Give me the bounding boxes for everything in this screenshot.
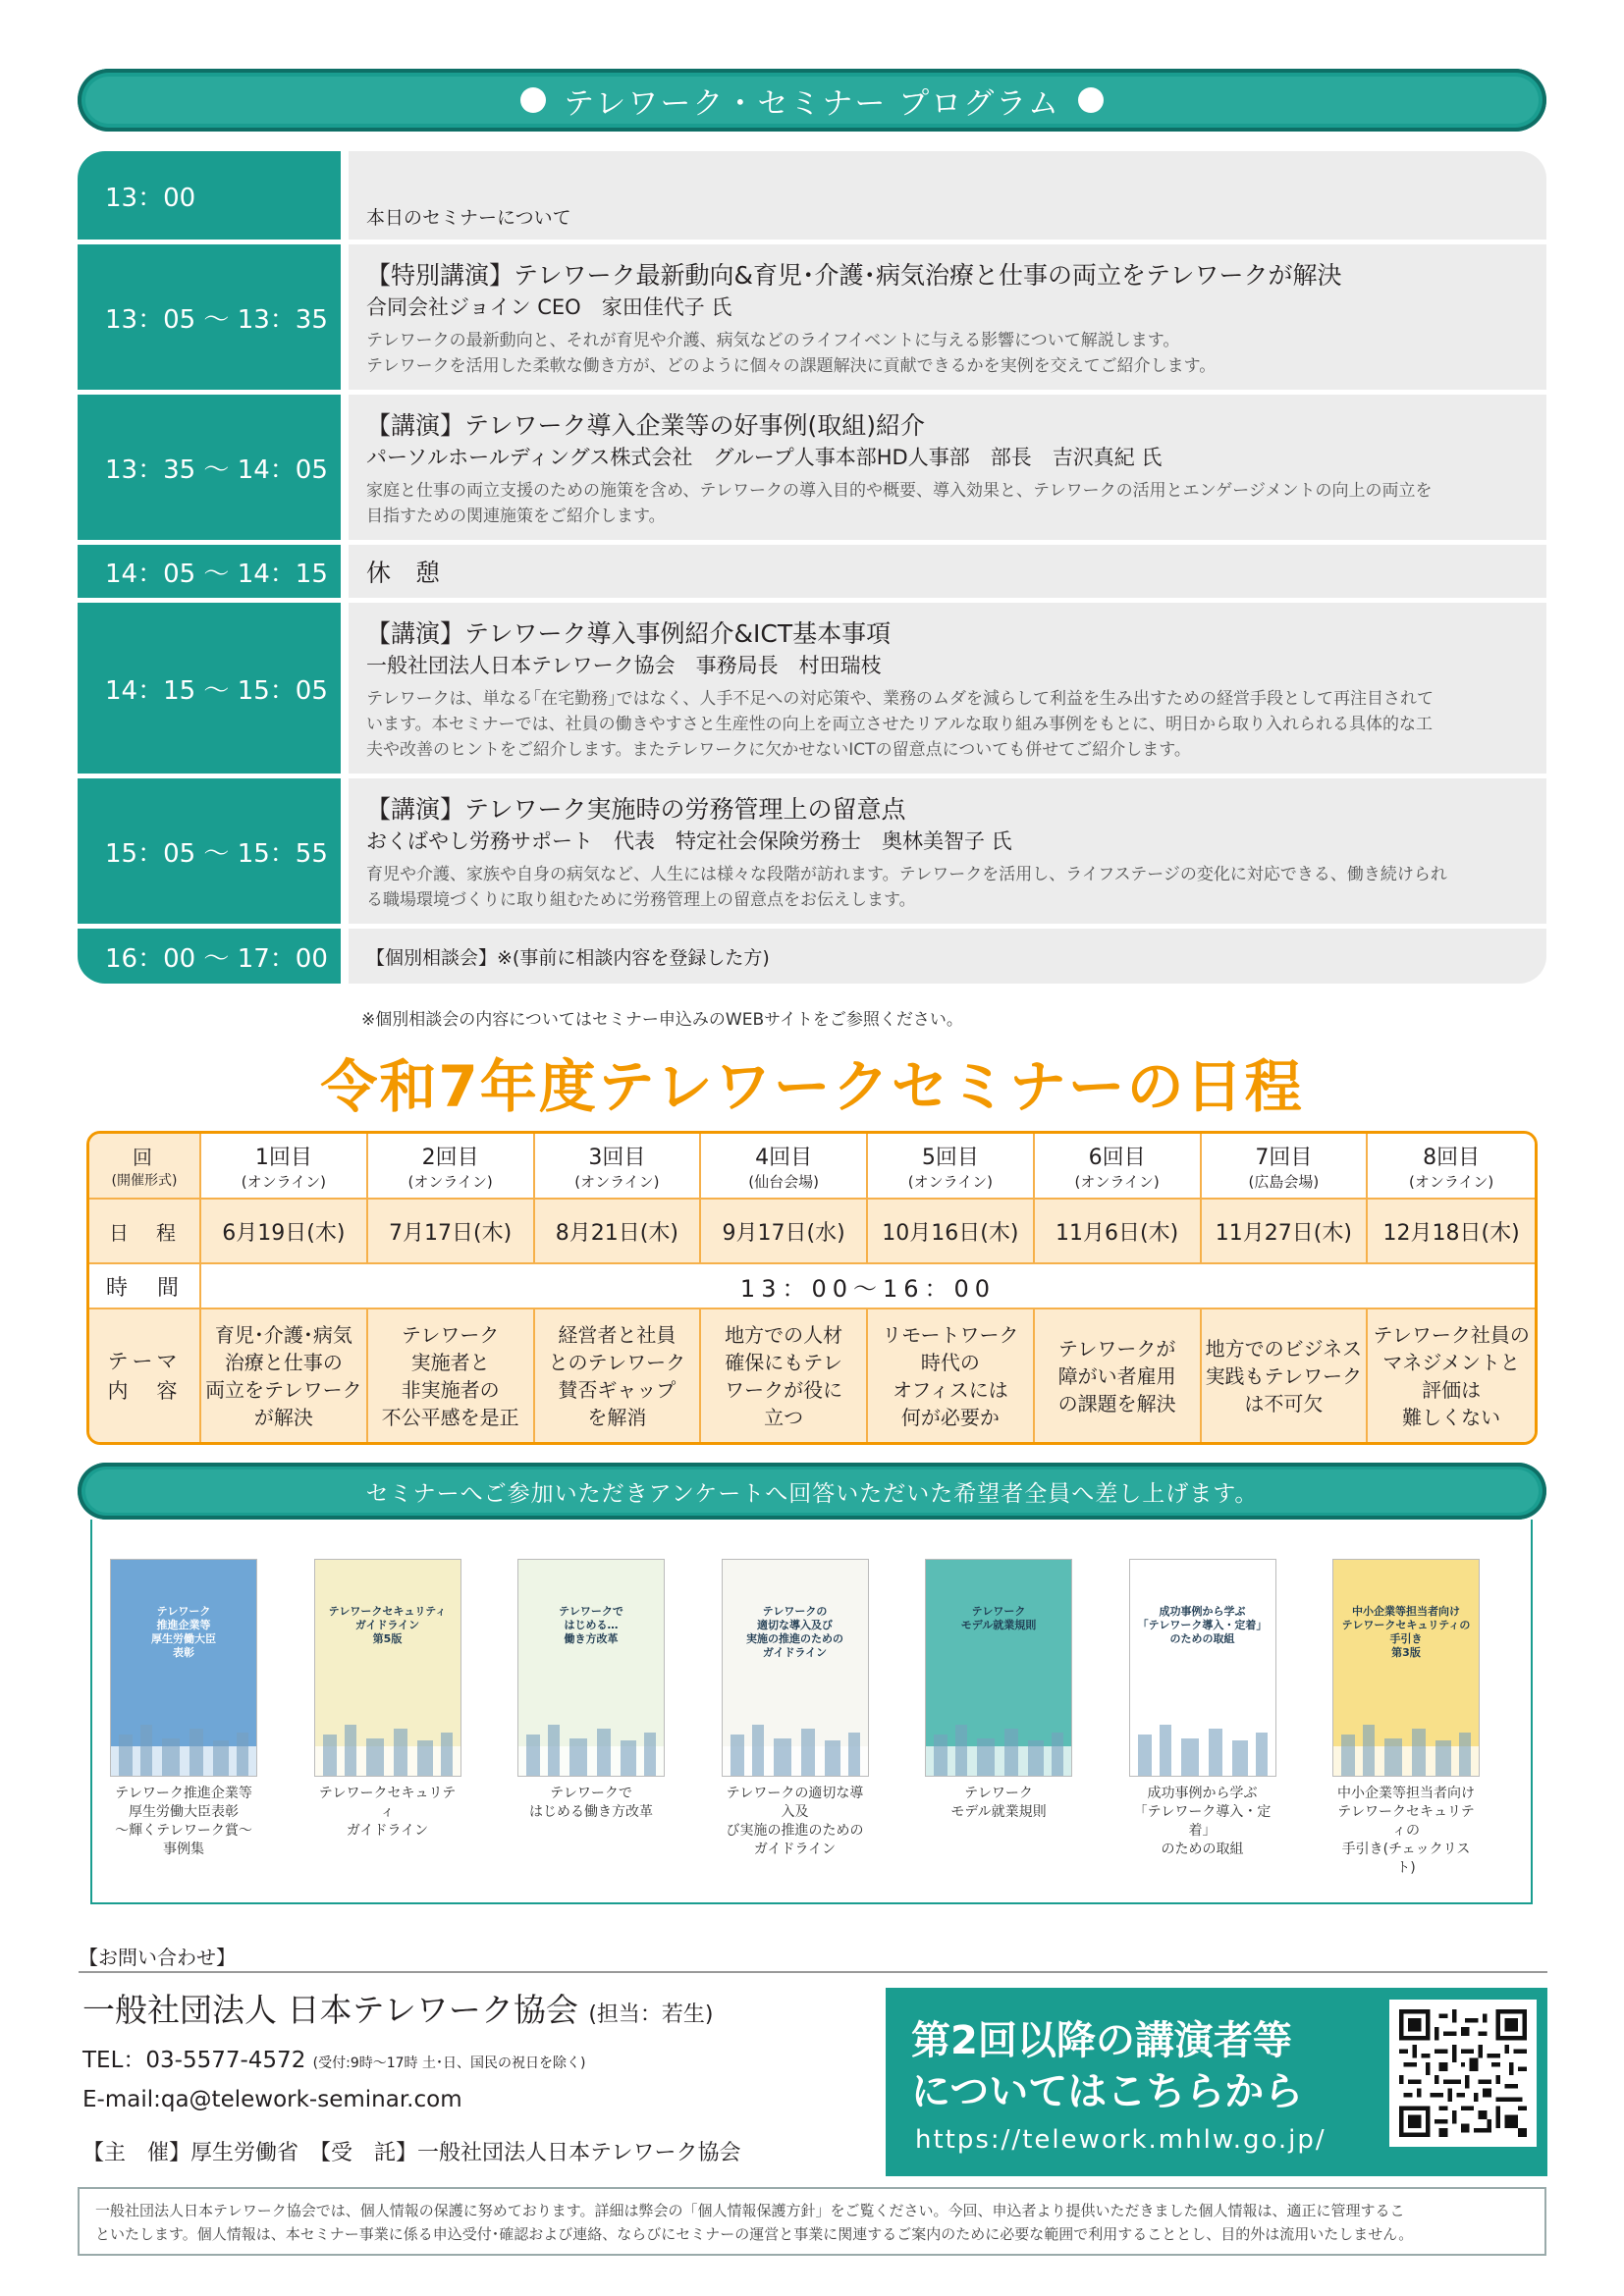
- session-format: (オンライン): [241, 1172, 326, 1191]
- cover-title: [1136, 1605, 1270, 1646]
- cover-title-line: 適切な導入及び: [757, 1619, 833, 1631]
- book-caption-line: テレワークセキュリティの: [1337, 1804, 1475, 1839]
- cover-title-line: 成功事例から学ぶ: [1159, 1605, 1246, 1618]
- cover-title: [729, 1605, 862, 1660]
- cover-title-line: テレワークセキュリティ: [328, 1605, 447, 1618]
- label-round-sub: (開催形式): [111, 1173, 178, 1189]
- cover-illustration-icon: [1333, 1717, 1480, 1776]
- cover-title-line: ガイドライン: [354, 1619, 420, 1631]
- schedule-label-date: [89, 1200, 201, 1264]
- program-speaker: 一般社団法人日本テレワーク協会 事務局長 村田瑞枝: [366, 654, 882, 677]
- theme-line: 治療と仕事の: [224, 1350, 343, 1374]
- theme-line: 何が必要か: [900, 1405, 1000, 1429]
- cover-title-line: のための取組: [1169, 1632, 1235, 1645]
- program-row: [78, 151, 1546, 240]
- theme-line: オフィスには: [892, 1377, 1008, 1402]
- cta-box[interactable]: [886, 1988, 1547, 2176]
- cover-title-line: テレワークの: [762, 1605, 828, 1618]
- session-round: 3回目: [588, 1145, 646, 1170]
- program-time: 14：15 ～ 15：05: [78, 603, 341, 774]
- cover-title-line: モデル就業規則: [960, 1619, 1037, 1631]
- session-round: 4回目: [755, 1145, 813, 1170]
- cover-illustration-icon: [926, 1717, 1072, 1776]
- cover-title-line: 「テレワーク導入・定着」: [1137, 1619, 1268, 1631]
- gift-book: [314, 1559, 461, 1841]
- schedule-theme-cell: [368, 1309, 535, 1442]
- label-date: 日 程: [109, 1220, 180, 1245]
- schedule-label-round: [89, 1134, 201, 1200]
- cover-title-line: テレワークで: [559, 1605, 623, 1618]
- session-format: (広島会場): [1248, 1172, 1320, 1191]
- book-caption-line: テレワーク推進企業等: [115, 1786, 252, 1801]
- book-caption-line: のための取組: [1161, 1842, 1244, 1857]
- gift-header-text: セミナーへご参加いただきアンケートへ回答いただいた希望者全員へ差し上げます。: [85, 1469, 1539, 1513]
- session-format: (オンライン): [1408, 1172, 1494, 1191]
- cover-illustration-icon: [1130, 1717, 1276, 1776]
- book-caption: [925, 1785, 1072, 1822]
- book-caption-line: テレワーク: [964, 1786, 1033, 1801]
- schedule-theme-cell: [1202, 1309, 1369, 1442]
- tel-note: (受付:9時～17時 土･日、国民の祝日を除く): [312, 2056, 586, 2071]
- program-title: 【個別相談会】※(事前に相談内容を登録した方): [366, 947, 770, 969]
- schedule-date-cell: 11月6日(木): [1035, 1200, 1202, 1264]
- schedule-date-cell: 11月27日(木): [1202, 1200, 1369, 1264]
- tel-number[interactable]: TEL：03-5577-4572: [82, 2048, 306, 2073]
- gift-book: [1129, 1559, 1276, 1859]
- book-caption: [1332, 1785, 1480, 1878]
- program-title: 【講演】テレワーク実施時の労務管理上の留意点: [366, 795, 906, 824]
- program-row: [78, 545, 1546, 598]
- schedule-date-cell: 6月19日(木): [201, 1200, 368, 1264]
- bullet-dot-icon: [1078, 87, 1104, 113]
- program-description: 家庭と仕事の両立支援のための施策を含め、テレワークの導入目的や概要、導入効果と、テレワークの活用とエンゲージメントの向上の両立を 目指すための関連施策をご紹介します。: [366, 481, 1433, 526]
- gift-book: [1332, 1559, 1480, 1878]
- schedule-round-cell: [1202, 1134, 1369, 1200]
- cta-line1: 第2回以降の講演者等: [911, 2018, 1292, 2063]
- session-format: (オンライン): [907, 1172, 993, 1191]
- theme-line: ワークが役に: [725, 1377, 843, 1402]
- program-title: 【講演】テレワーク導入事例紹介&ICT基本事項: [366, 619, 892, 648]
- book-caption-line: テレワークで: [550, 1786, 632, 1801]
- session-format: (オンライン): [574, 1172, 660, 1191]
- book-caption-line: ガイドライン: [346, 1823, 429, 1839]
- schedule-theme-cell: [1035, 1309, 1202, 1442]
- book-caption-line: 中小企業等担当者向け: [1337, 1786, 1475, 1801]
- cover-title: [524, 1605, 658, 1646]
- cover-title: [932, 1605, 1065, 1632]
- theme-line: とのテレワーク: [548, 1350, 686, 1374]
- cover-title-line: はじめる…: [564, 1619, 619, 1631]
- session-format: (オンライン): [407, 1172, 493, 1191]
- gift-header: [78, 1463, 1546, 1520]
- cover-illustration-icon: [723, 1717, 869, 1776]
- schedule-round-cell: [368, 1134, 535, 1200]
- program-row: [78, 244, 1546, 390]
- program-time: 15：05 ～ 15：55: [78, 778, 341, 924]
- cover-title-line: 働き方改革: [564, 1632, 619, 1645]
- theme-line: リモートワーク: [882, 1322, 1019, 1347]
- book-caption-line: テレワークセキュリティ: [318, 1786, 457, 1820]
- program-table: [78, 151, 1546, 988]
- session-round: 8回目: [1423, 1145, 1481, 1170]
- schedule-theme-cell: [1368, 1309, 1535, 1442]
- program-body: [349, 244, 1546, 390]
- schedule-round-cell: [868, 1134, 1035, 1200]
- book-cover-image: [925, 1559, 1072, 1777]
- schedule-date-cell: 7月17日(木): [368, 1200, 535, 1264]
- theme-line: が解決: [253, 1405, 313, 1429]
- book-cover-image: [722, 1559, 869, 1777]
- program-header-title: テレワーク・セミナー プログラム: [564, 85, 1060, 122]
- cover-title-line: ガイドライン: [762, 1646, 828, 1659]
- program-body: [349, 929, 1546, 984]
- cover-title-line: 表彰: [173, 1646, 194, 1659]
- book-cover-image: [110, 1559, 257, 1777]
- program-body: [349, 603, 1546, 774]
- theme-line: 経営者と社員: [558, 1322, 677, 1347]
- book-caption-line: 「テレワーク導入・定着」: [1133, 1804, 1272, 1839]
- cover-title: [1339, 1605, 1473, 1660]
- cta-url-link[interactable]: https://telework.mhlw.go.jp/: [915, 2125, 1326, 2155]
- cover-title: [117, 1605, 250, 1660]
- gift-book: [110, 1559, 257, 1859]
- contact-org: [82, 1985, 714, 2031]
- schedule-date-cell: 8月21日(木): [535, 1200, 702, 1264]
- qr-code-icon[interactable]: [1389, 2000, 1537, 2147]
- theme-line: の課題を解決: [1057, 1391, 1176, 1415]
- program-description: テレワークは、単なる｢在宅勤務｣ではなく、人手不足への対応策や、業務のムダを減らして利益を生み出すための経営手段として再注目されて います。本セミナーでは、社員の働きやすさと生産性の向上を両立させたリアルな取り組み事例をもとに、明日から取り入れられる具体的な工 夫や改善のヒントをご紹介します。またテレワークに欠かせないICTの留意点についても併せてご紹介します。: [366, 689, 1434, 760]
- gift-book: [722, 1559, 869, 1859]
- book-caption-line: 手引き(チェックリスト): [1341, 1842, 1471, 1876]
- schedule-theme-cell: [201, 1309, 368, 1442]
- theme-line: 難しくない: [1402, 1405, 1501, 1429]
- program-body: [349, 545, 1546, 598]
- theme-line: 時代の: [920, 1350, 980, 1374]
- cover-illustration-icon: [111, 1717, 257, 1776]
- book-caption-line: ガイドライン: [753, 1842, 837, 1857]
- program-row: [78, 603, 1546, 774]
- theme-line: を解消: [587, 1405, 647, 1429]
- theme-line: 地方での人材: [725, 1322, 843, 1347]
- theme-line: 両立をテレワーク: [205, 1377, 362, 1402]
- program-speaker: おくばやし労務サポート 代表 特定社会保険労務士 奥林美智子 氏: [366, 829, 1012, 853]
- schedule-theme-cell: [868, 1309, 1035, 1442]
- schedule-theme-cell: [701, 1309, 868, 1442]
- book-caption: [1129, 1785, 1276, 1859]
- divider: [79, 1971, 1547, 1973]
- cover-title-line: テレワーク: [971, 1605, 1026, 1618]
- gift-book: [517, 1559, 665, 1822]
- schedule-table: [86, 1131, 1538, 1445]
- theme-line: マネジメントと: [1382, 1350, 1520, 1374]
- program-speaker: パーソルホールディングス株式会社 グループ人事本部HD人事部 部長 吉沢真紀 氏: [366, 446, 1163, 469]
- theme-line: テレワークが: [1057, 1336, 1176, 1361]
- book-caption-line: モデル就業規則: [950, 1804, 1047, 1820]
- program-speaker: 合同会社ジョイン CEO 家田佳代子 氏: [366, 295, 732, 319]
- cover-title-line: 第3版: [1391, 1646, 1421, 1659]
- program-body: [349, 151, 1546, 240]
- theme-line: 育児･介護･病気: [214, 1322, 352, 1347]
- session-round: 6回目: [1088, 1145, 1146, 1170]
- theme-line: 実践もテレワーク: [1205, 1363, 1363, 1388]
- program-time: 14：05 ～ 14：15: [78, 545, 341, 598]
- schedule-label-time: [89, 1264, 201, 1309]
- program-description: 育児や介護、家族や自身の病気など、人生には様々な段階が訪れます。テレワークを活用し、ライフステージの変化に対応できる、働き続けられ る職場環境づくりに取り組むために労務管理上の留意点をお伝えします。: [366, 865, 1447, 910]
- session-round: 1回目: [254, 1145, 312, 1170]
- theme-line: 賛否ギャップ: [558, 1377, 677, 1402]
- schedule-theme-cell: [535, 1309, 702, 1442]
- program-header: [78, 69, 1546, 132]
- session-round: 7回目: [1255, 1145, 1313, 1170]
- program-row: [78, 778, 1546, 924]
- book-caption: [722, 1785, 869, 1859]
- book-caption-line: び実施の推進のための: [726, 1823, 864, 1839]
- theme-line: 評価は: [1422, 1377, 1482, 1402]
- cover-title-line: 推進企業等: [156, 1619, 211, 1631]
- gift-book: [925, 1559, 1072, 1822]
- program-time: 13：35 ～ 14：05: [78, 395, 341, 540]
- program-title: 休 憩: [366, 559, 441, 587]
- theme-line: 実施者と: [410, 1350, 490, 1374]
- program-description: テレワークの最新動向と、それが育児や介護、病気などのライフイベントに与える影響について解説します。 テレワークを活用した柔軟な働き方が、どのように個々の課題解決に貢献できるかを実例を交えてご紹介します。: [366, 331, 1217, 376]
- label-round: 回: [133, 1146, 156, 1169]
- session-format: (仙台会場): [748, 1172, 819, 1191]
- org-name: 一般社団法人 日本テレワーク協会: [82, 1991, 578, 2029]
- program-row: [78, 929, 1546, 984]
- book-caption: [314, 1785, 461, 1841]
- book-caption: [110, 1785, 257, 1859]
- org-tanto: (担当：若生): [588, 2002, 714, 2027]
- cover-title-line: 厚生労働大臣: [151, 1632, 216, 1645]
- schedule-date-cell: 10月16日(木): [868, 1200, 1035, 1264]
- contact-label: 【お問い合わせ】: [79, 1946, 236, 1969]
- theme-line: テレワーク社員の: [1373, 1322, 1530, 1347]
- theme-line: 障がい者雇用: [1057, 1363, 1176, 1388]
- schedule-title: 令和7年度テレワークセミナーの日程: [320, 1053, 1304, 1120]
- cover-title: [321, 1605, 455, 1646]
- program-title: 【特別講演】テレワーク最新動向&育児･介護･病気治療と仕事の両立をテレワークが解決: [366, 261, 1342, 290]
- book-cover-image: [1332, 1559, 1480, 1777]
- schedule-round-cell: [535, 1134, 702, 1200]
- schedule-round-cell: [1368, 1134, 1535, 1200]
- cover-title-line: 実施の推進のための: [746, 1632, 843, 1645]
- schedule-time-all: 13：00～16：00: [201, 1264, 1535, 1309]
- theme-line: 立つ: [764, 1405, 804, 1429]
- book-cover-image: [1129, 1559, 1276, 1777]
- cta-line2: についてはこちらから: [911, 2069, 1304, 2114]
- book-caption-line: ～輝くテレワーク賞～事例集: [115, 1823, 252, 1857]
- theme-line: 非実施者の: [401, 1377, 500, 1402]
- cover-title-line: テレワークセキュリティの手引き: [1341, 1619, 1471, 1645]
- schedule-date-cell: 9月17日(水): [701, 1200, 868, 1264]
- gift-books: [90, 1520, 1533, 1904]
- theme-line: 地方でのビジネス: [1205, 1336, 1363, 1361]
- label-theme-1: テーマ: [107, 1349, 182, 1373]
- sponsor-line: 【主 催】厚生労働省 【受 託】一般社団法人日本テレワーク協会: [82, 2141, 741, 2165]
- schedule-round-cell: [201, 1134, 368, 1200]
- book-caption: [517, 1785, 665, 1822]
- book-caption-line: 成功事例から学ぶ: [1147, 1786, 1258, 1801]
- book-caption-line: テレワークの適切な導入及: [726, 1786, 864, 1820]
- session-round: 2回目: [421, 1145, 479, 1170]
- session-round: 5回目: [921, 1145, 979, 1170]
- schedule-round-cell: [1035, 1134, 1202, 1200]
- book-caption-line: 厚生労働大臣表彰: [129, 1804, 239, 1820]
- cover-illustration-icon: [518, 1717, 665, 1776]
- bullet-dot-icon: [520, 87, 546, 113]
- theme-line: テレワーク: [401, 1322, 500, 1347]
- book-cover-image: [314, 1559, 461, 1777]
- book-cover-image: [517, 1559, 665, 1777]
- cover-illustration-icon: [315, 1717, 461, 1776]
- cover-title-line: 中小企業等担当者向け: [1352, 1605, 1460, 1618]
- label-time: 時 間: [105, 1275, 183, 1301]
- privacy-notice: [78, 2187, 1546, 2256]
- program-footnote: ※個別相談会の内容についてはセミナー申込みのWEBサイトをご参照ください。: [361, 1010, 963, 1030]
- theme-line: 確保にもテレ: [725, 1350, 842, 1374]
- theme-line: は不可欠: [1244, 1391, 1324, 1415]
- program-time: 13：05 ～ 13：35: [78, 244, 341, 390]
- contact-email[interactable]: E-mail:qa@telework-seminar.com: [82, 2087, 462, 2112]
- privacy-line-1: 一般社団法人日本テレワーク協会では、個人情報の保護に努めております。詳細は弊会の「個人情報保護方針」をご覧ください。今回、申込者より提供いただきました個人情報は、適正に管理するこ: [95, 2202, 1405, 2219]
- book-caption-line: はじめる働き方改革: [529, 1804, 653, 1820]
- cover-title-line: テレワーク: [156, 1605, 211, 1618]
- program-body: [349, 778, 1546, 924]
- session-format: (オンライン): [1074, 1172, 1160, 1191]
- program-body: [349, 395, 1546, 540]
- program-time: 13：00: [78, 151, 341, 240]
- program-time: 16：00 ～ 17：00: [78, 929, 341, 984]
- program-title: 【講演】テレワーク導入企業等の好事例(取組)紹介: [366, 411, 926, 440]
- cover-title-line: 第5版: [372, 1632, 403, 1645]
- contact-tel: [82, 2042, 585, 2074]
- program-title: 本日のセミナーについて: [366, 207, 571, 229]
- schedule-date-cell: 12月18日(木): [1368, 1200, 1535, 1264]
- program-row: [78, 395, 1546, 540]
- privacy-line-2: といたします。個人情報は、本セミナー事業に係る申込受付･確認および連絡、ならびにセミナーの運営と事業に関連するご案内のために必要な範囲で利用することとし、目的外は流用いたしません。: [95, 2225, 1414, 2243]
- schedule-label-theme: [89, 1309, 201, 1442]
- theme-line: 不公平感を是正: [381, 1405, 519, 1429]
- schedule-round-cell: [701, 1134, 868, 1200]
- label-theme-2: 内 容: [107, 1378, 182, 1403]
